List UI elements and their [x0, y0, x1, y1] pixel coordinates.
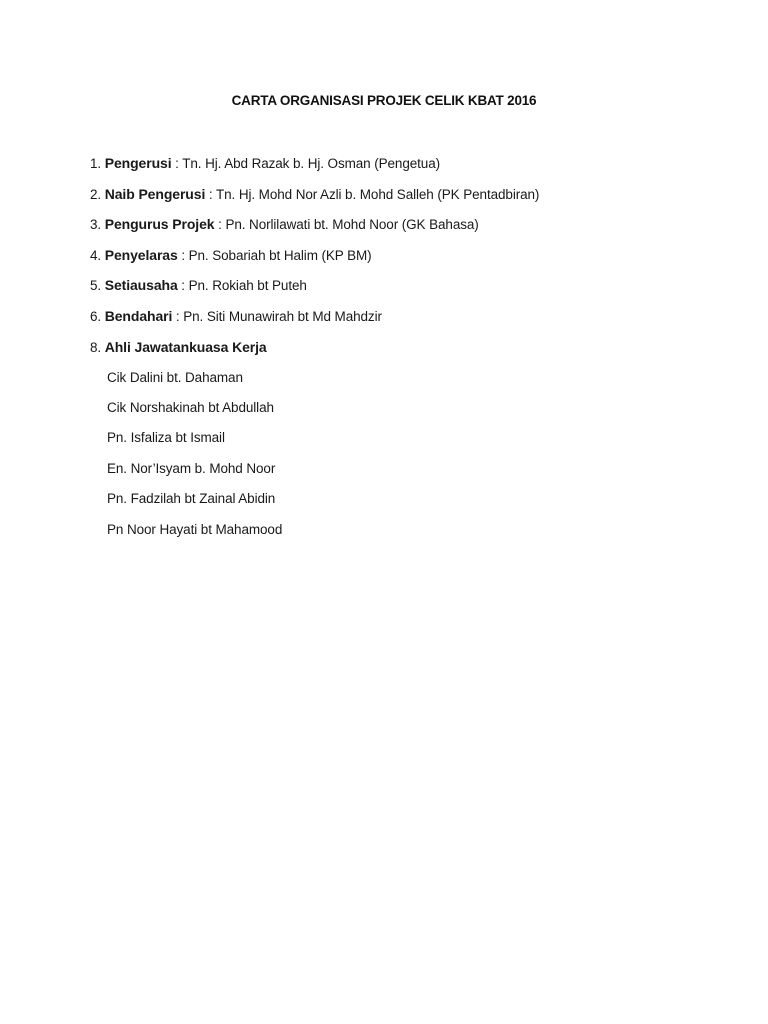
- person-name: Tn. Hj. Abd Razak b. Hj. Osman (Pengetua): [182, 156, 441, 171]
- item-number: 1.: [90, 156, 102, 171]
- person-name: Pn. Sobariah bt Halim (KP BM): [188, 248, 372, 263]
- role-label: Bendahari: [104, 308, 173, 324]
- position-item-pengurus-projek: [90, 215, 479, 234]
- item-number: 3.: [90, 217, 102, 232]
- document-title: CARTA ORGANISASI PROJEK CELIK KBAT 2016: [231, 93, 537, 108]
- role-label: Pengurus Projek: [104, 216, 215, 232]
- committee-member: Pn. Fadzilah bt Zainal Abidin: [107, 491, 276, 506]
- separator: :: [214, 217, 226, 232]
- position-item-pengerusi: [90, 154, 440, 173]
- item-number: 2.: [90, 187, 102, 202]
- separator: :: [177, 278, 189, 293]
- position-item-bendahari: [90, 307, 382, 326]
- item-number: 4.: [90, 248, 102, 263]
- role-label: Naib Pengerusi: [104, 186, 206, 202]
- person-name: Pn. Rokiah bt Puteh: [188, 278, 307, 293]
- person-name: Pn. Siti Munawirah bt Md Mahdzir: [183, 309, 382, 324]
- committee-member: En. Nor’Isyam b. Mohd Noor: [107, 461, 276, 476]
- committee-member: Cik Dalini bt. Dahaman: [107, 370, 243, 385]
- separator: :: [205, 187, 216, 202]
- item-number: 6.: [90, 309, 102, 324]
- committee-member: Cik Norshakinah bt Abdullah: [107, 400, 274, 415]
- item-number: 8.: [90, 340, 102, 355]
- position-item-ajk-kerja: [90, 338, 267, 357]
- role-label: Penyelaras: [104, 247, 178, 263]
- position-item-setiausaha: [90, 276, 307, 295]
- item-number: 5.: [90, 278, 102, 293]
- separator: :: [171, 156, 183, 171]
- role-label: Setiausaha: [104, 277, 178, 293]
- separator: :: [172, 309, 184, 324]
- committee-member: Pn Noor Hayati bt Mahamood: [107, 522, 283, 537]
- person-name: Tn. Hj. Mohd Nor Azli b. Mohd Salleh (PK Pentadbiran): [215, 187, 540, 202]
- committee-member: Pn. Isfaliza bt Ismail: [107, 430, 225, 445]
- role-label: Pengerusi: [104, 155, 172, 171]
- role-label: Ahli Jawatankuasa Kerja: [104, 339, 267, 355]
- position-item-penyelaras: [90, 246, 372, 265]
- separator: :: [177, 248, 189, 263]
- position-item-naib-pengerusi: [90, 185, 539, 204]
- person-name: Pn. Norlilawati bt. Mohd Noor (GK Bahasa): [225, 217, 479, 232]
